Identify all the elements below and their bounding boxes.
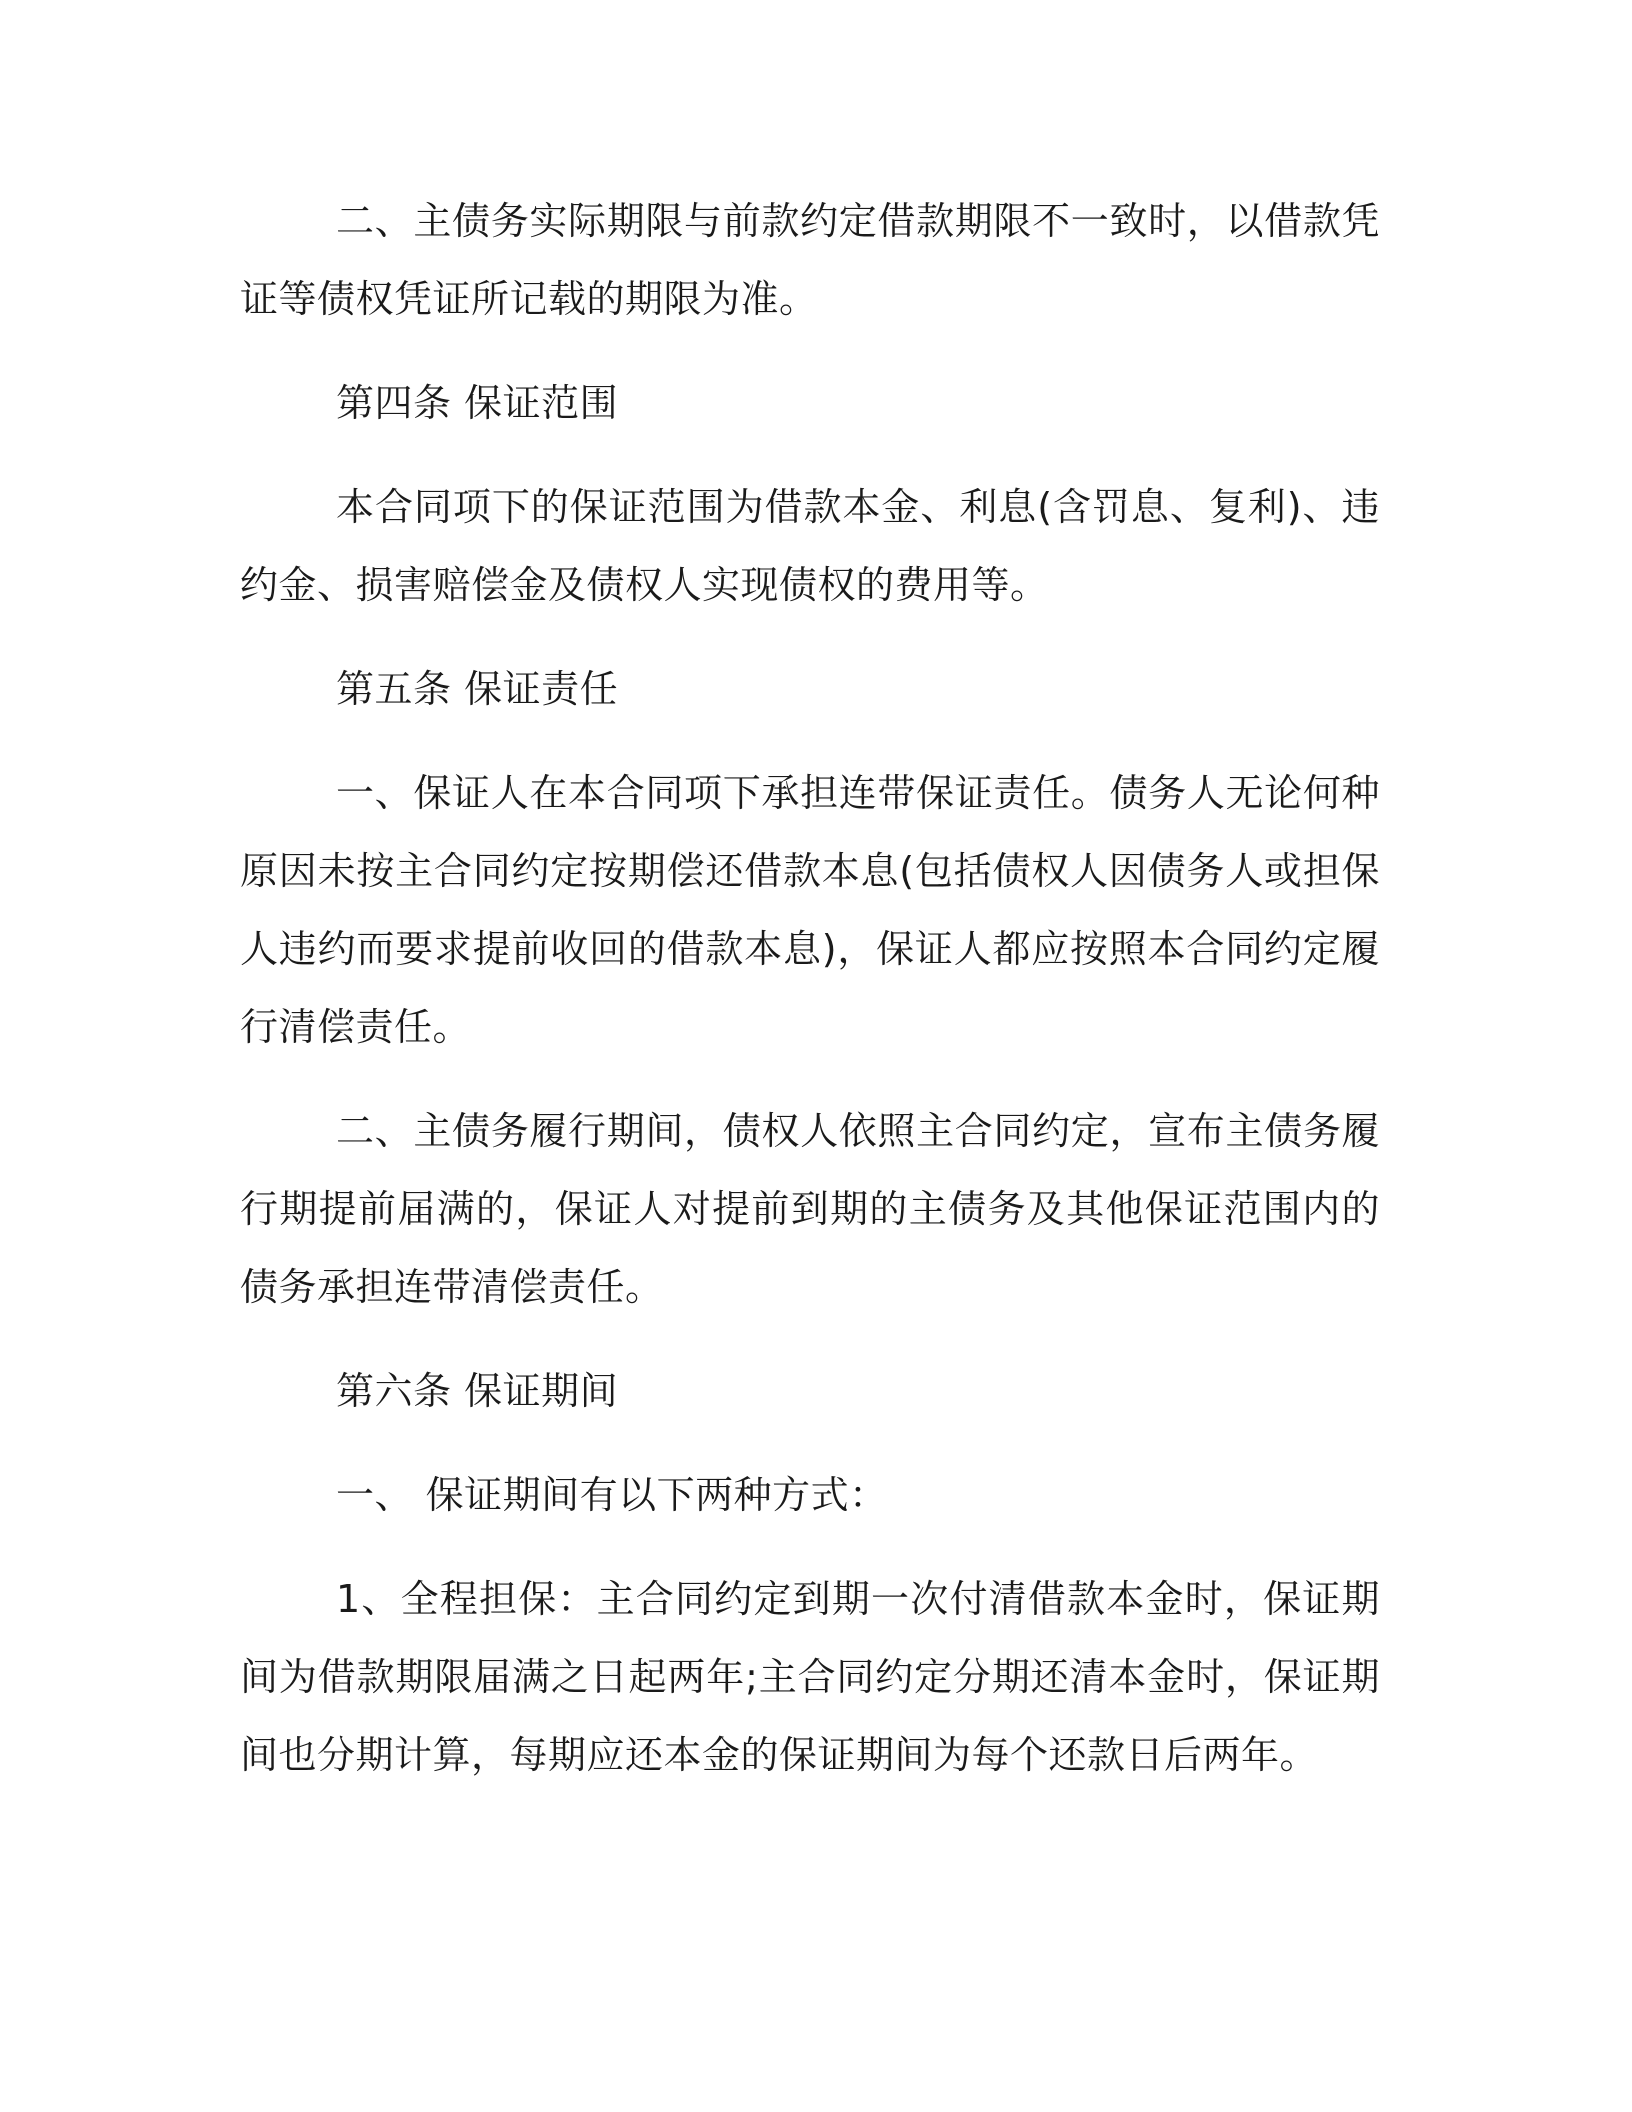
article3-clause2: 二、主债务实际期限与前款约定借款期限不一致时，以借款凭证等债权凭证所记载的期限为准。 — [240, 199, 1380, 321]
article6-clause1: 一、 保证期间有以下两种方式： — [336, 1473, 888, 1517]
article4-heading: 第四条 保证范围 — [336, 381, 619, 425]
article5-clause1: 一、保证人在本合同项下承担连带保证责任。债务人无论何种原因未按主合同约定按期偿还借款本息(包括债权人因债务人或担保人违约而要求提前收回的借款本息)，保证人都应按照本合同约定履行清偿责任。 — [240, 771, 1380, 1049]
document-body — [240, 182, 1380, 1820]
article4-body: 本合同项下的保证范围为借款本金、利息(含罚息、复利)、违约金、损害赔偿金及债权人实现债权的费用等。 — [240, 485, 1380, 607]
article6-heading: 第六条 保证期间 — [336, 1369, 619, 1413]
article5-heading: 第五条 保证责任 — [336, 667, 619, 711]
article6-item1: 1、全程担保：主合同约定到期一次付清借款本金时，保证期间为借款期限届满之日起两年;主合同约定分期还清本金时，保证期间也分期计算，每期应还本金的保证期间为每个还款日后两年。 — [240, 1577, 1380, 1777]
article5-clause2: 二、主债务履行期间，债权人依照主合同约定，宣布主债务履行期提前届满的，保证人对提前到期的主债务及其他保证范围内的债务承担连带清偿责任。 — [240, 1109, 1380, 1309]
